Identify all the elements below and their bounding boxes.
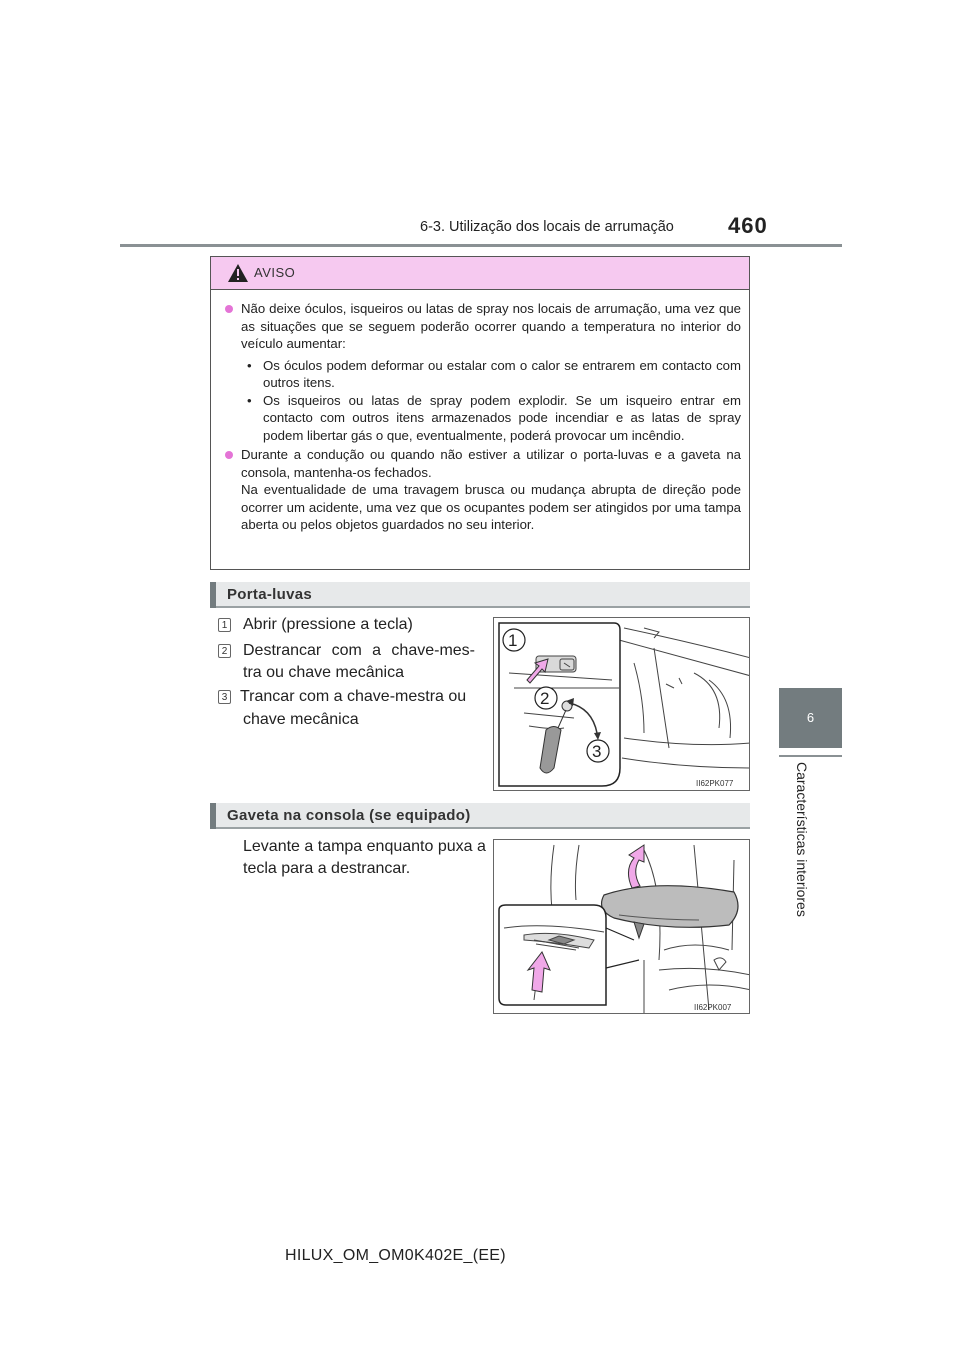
chapter-tab-rule bbox=[779, 755, 842, 757]
warning-bullet-text: Não deixe óculos, isqueiros ou latas de spray nos locais de arrumação, uma vez que as situações que se seguem poderão ocorrer quando a temperatura no interior do veículo aumentar: bbox=[241, 301, 741, 351]
section-bar bbox=[210, 582, 216, 608]
warning-bullet-text: Durante a condução ou quando não estiver a utilizar o porta-luvas e a gaveta na consola, mantenha-os fechados. bbox=[241, 447, 741, 480]
section-title-console: Gaveta na consola (se equipado) bbox=[227, 807, 471, 824]
warning-subitem bbox=[225, 357, 741, 392]
section-title: 6-3. Utilização dos locais de arrumação bbox=[420, 219, 674, 235]
step-text-1: Abrir (pressione a tecla) bbox=[243, 616, 413, 633]
section-header-console bbox=[210, 803, 750, 829]
callout-2: 2 bbox=[540, 689, 550, 708]
section-header-glovebox bbox=[210, 582, 750, 608]
sub-bullet-icon: • bbox=[247, 392, 252, 408]
section-title-glovebox: Porta-luvas bbox=[227, 586, 312, 603]
chapter-label: Características interiores bbox=[794, 762, 810, 917]
warning-icon bbox=[227, 263, 249, 283]
glovebox-figure bbox=[493, 617, 750, 791]
chapter-tab: 6 bbox=[779, 688, 842, 748]
header-rule bbox=[120, 244, 842, 247]
page-number: 460 bbox=[728, 213, 768, 238]
console-text-2: tecla para a destrancar. bbox=[243, 860, 411, 877]
warning-body bbox=[211, 290, 749, 534]
step-text-2b: tra ou chave mecânica bbox=[243, 664, 404, 681]
warning-box bbox=[210, 256, 750, 570]
warning-subitem-text: Os óculos podem deformar ou estalar com o calor se entrarem em contacto com outros itens. bbox=[263, 357, 741, 390]
warning-title: AVISO bbox=[254, 265, 296, 280]
console-illustration bbox=[494, 840, 750, 1014]
figure-code: II62PK007 bbox=[694, 1003, 732, 1012]
step-number-3: 3 bbox=[218, 690, 231, 704]
step-text-3b: chave mecânica bbox=[243, 711, 359, 728]
step-text-2a: Destrancar com a chave-mes- bbox=[243, 642, 475, 659]
warning-bullet-text-2: Na eventualidade de uma travagem brusca ou mudança abrupta de direção pode ocorrer um acidente, uma vez que os ocupantes podem ser atingidos por uma tampa aberta ou pelos objetos guardados no seu interior. bbox=[241, 482, 741, 532]
callout-3: 3 bbox=[592, 742, 602, 761]
step-number-1: 1 bbox=[218, 618, 231, 632]
figure-code: II62PK077 bbox=[696, 779, 734, 788]
warning-header bbox=[211, 257, 749, 290]
section-bar bbox=[210, 803, 216, 829]
warning-bullet bbox=[225, 446, 741, 534]
callout-1: 1 bbox=[508, 631, 518, 650]
document-code: HILUX_OM_OM0K402E_(EE) bbox=[285, 1247, 506, 1264]
bullet-icon bbox=[225, 305, 233, 313]
warning-bullet bbox=[225, 300, 741, 353]
console-figure bbox=[493, 839, 750, 1014]
warning-subitem bbox=[225, 392, 741, 445]
console-text-1: Levante a tampa enquanto puxa a bbox=[243, 838, 486, 855]
glovebox-illustration bbox=[494, 618, 750, 791]
step-text-3a: Trancar com a chave-mestra ou bbox=[240, 688, 467, 705]
sub-bullet-icon: • bbox=[247, 357, 252, 373]
warning-subitem-text: Os isqueiros ou latas de spray podem explodir. Se um isqueiro entrar em contacto com outros itens armazenados pode incendiar e as latas de spray podem libertar gás o que, eventualmente, poderá provocar um incêndio. bbox=[263, 392, 741, 443]
bullet-icon bbox=[225, 451, 233, 459]
step-number-2: 2 bbox=[218, 644, 231, 658]
